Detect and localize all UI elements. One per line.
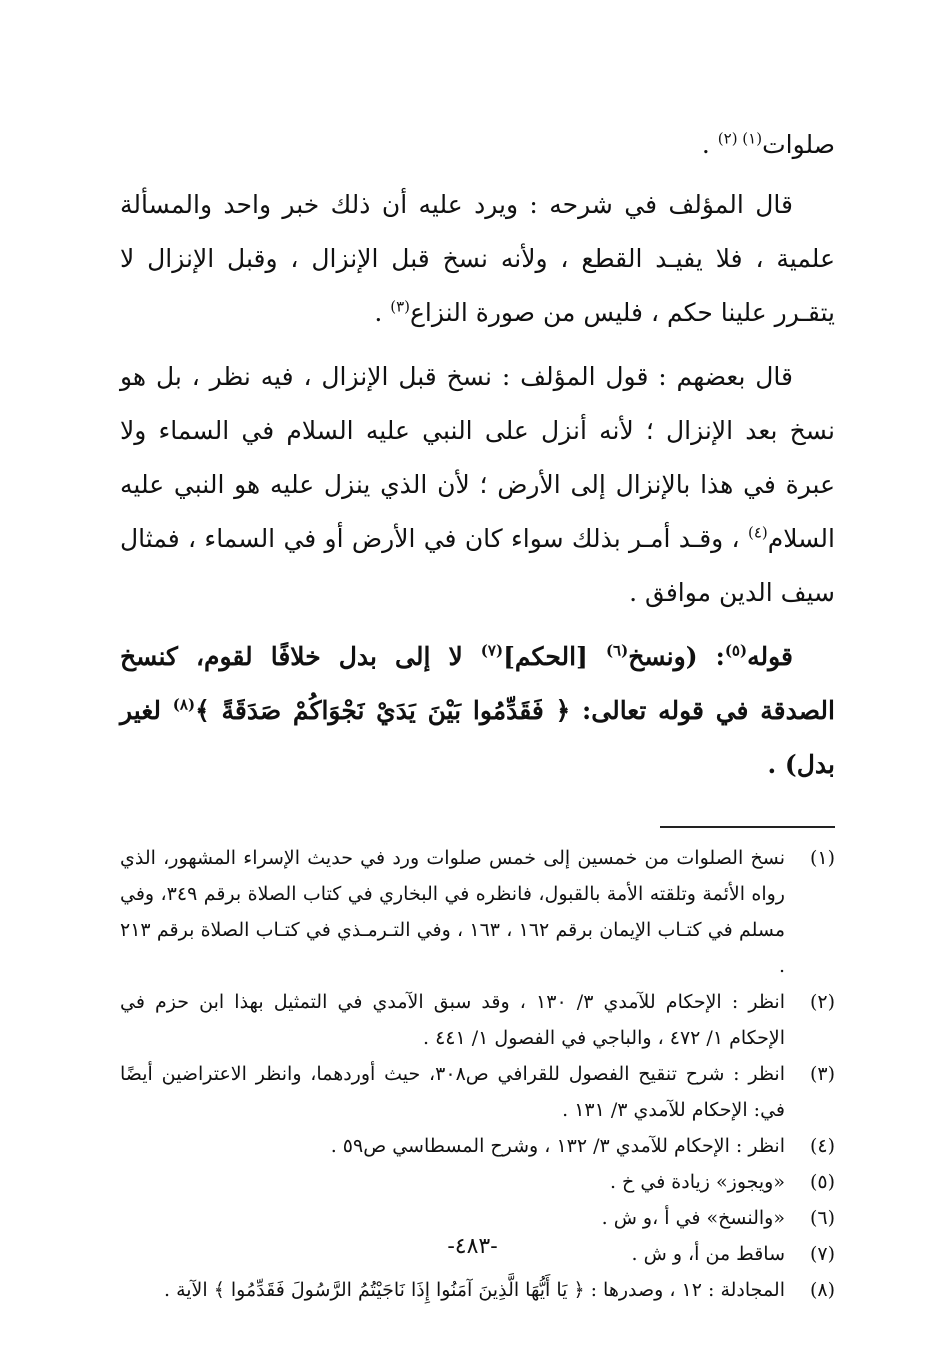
- body-text: ، وقـد أمـر بذلك سواء كان في الأرض أو في السماء ، فمثال سيف الدين موافق .: [120, 524, 835, 607]
- footnote-separator: [660, 826, 835, 828]
- footnote-number: (٧): [809, 1243, 835, 1265]
- body-paragraph-3: [120, 350, 835, 620]
- matn-text: لغير بدل) .: [120, 696, 835, 779]
- body-text: قال المؤلف في شرحه : ويرد عليه أن ذلك خبر واحد والمسألة علمية ، فلا يفيـد القطع ، ولأنه نسخ قبل الإنزال ، وقبل الإنزال لا يتقـرر علينا حكم ، فليس من صورة النزاع: [120, 190, 835, 327]
- footnote-text: انظر : شرح تنقيح الفصول للقرافي ص٣٠٨، حيث أوردهما، وانظر الاعتراضين أيضًا في: الإحكام للآمدي ٣/ ١٣١ .: [120, 1063, 785, 1121]
- footnote-4: [120, 1128, 835, 1164]
- footnote-text: «ويجوز» زيادة في خ .: [609, 1171, 785, 1193]
- matn-text: : (ونسخ: [628, 642, 725, 671]
- footnote-8: [120, 1272, 835, 1308]
- footnote-text: انظر : الإحكام للآمدي ٣/ ١٣٢ ، وشرح المسطاسي ص٥٩ .: [330, 1135, 785, 1157]
- footnote-number: (٢): [809, 991, 835, 1013]
- footnote-number: (٣): [809, 1063, 835, 1085]
- page-content: [120, 118, 835, 1308]
- footnote-text: ساقط من أ، و ش .: [631, 1243, 785, 1265]
- footnote-text: نسخ الصلوات من خمسين إلى خمس صلوات ورد في حديث الإسراء المشهور، الذي رواه الأئمة وتلقته الأمة بالقبول، فانظره في البخاري في كتاب الصلاة برقم ٣٤٩، وفي مسلم في كتـاب الإيمان برقم ١٦٢ ، ١٦٣ ، وفي التـرمـذي في كتـاب الصلاة برقم ٢١٣ .: [120, 847, 785, 977]
- footnote-text: «والنسخ» في أ ،و ش .: [601, 1207, 785, 1229]
- body-paragraph-4-matn: [120, 630, 835, 792]
- footnote-number: (٨): [809, 1279, 835, 1301]
- footnote-ref-1-2[interactable]: (١) (٢): [717, 129, 763, 148]
- footnote-text: انظر : الإحكام للآمدي ٣/ ١٣٠ ، وقد سبق الآمدي في التمثيل بهذا ابن حزم في الإحكام ١/ ٤٧٢ ، والباجي في الفصول ١/ ٤٤١ .: [120, 991, 785, 1049]
- body-paragraph-2: [120, 178, 835, 340]
- body-text-end: .: [374, 298, 391, 327]
- body-line-1: [120, 118, 835, 172]
- footnote-number: (١): [809, 847, 835, 869]
- matn-text: لا إلى بدل خلافًا لقوم، كنسخ الصدقة في قوله تعالى: ﴿ فَقَدِّمُوا بَيْنَ يَدَيْ نَجْوَاكُمْ صَدَقَةً ﴾: [120, 642, 835, 725]
- footnote-ref-5[interactable]: (٥): [724, 641, 748, 660]
- footnote-2: [120, 984, 835, 1056]
- page-number: -٤٨٣-: [447, 1234, 498, 1259]
- footnote-ref-6[interactable]: (٦): [605, 641, 629, 660]
- footnote-ref-7[interactable]: (٧): [480, 641, 504, 660]
- body-text: قال بعضهم : قول المؤلف : نسخ قبل الإنزال ، فيه نظر ، بل هو نسخ بعد الإنزال ؛ لأنه أنزل على النبي عليه السلام في السماء ولا عبرة في هذا بالإنزال إلى الأرض ؛ لأن الذي ينزل عليه هو النبي عليه السلام: [120, 362, 835, 553]
- footnote-ref-4[interactable]: (٤): [747, 523, 768, 542]
- body-text: صلوات: [762, 130, 835, 159]
- footnote-ref-8[interactable]: (٨): [172, 695, 196, 714]
- footnote-5: [120, 1164, 835, 1200]
- footnote-3: [120, 1056, 835, 1128]
- footnote-number: (٥): [809, 1171, 835, 1193]
- matn-text: [الحكم]: [503, 642, 606, 671]
- footnote-1: [120, 840, 835, 984]
- body-text-end: .: [701, 130, 718, 159]
- footnote-number: (٦): [809, 1207, 835, 1229]
- footnote-6: [120, 1200, 835, 1236]
- footnote-ref-3[interactable]: (٣): [390, 297, 411, 316]
- footnote-text: المجادلة : ١٢ ، وصدرها : ﴿ يَا أَيُّهَا الَّذِينَ آمَنُوا إِذَا نَاجَيْتُمُ الرَّسُولَ فَقَدِّمُوا ﴾ الآية .: [164, 1279, 785, 1301]
- matn-text: قوله: [747, 642, 793, 671]
- footnote-number: (٤): [809, 1135, 835, 1157]
